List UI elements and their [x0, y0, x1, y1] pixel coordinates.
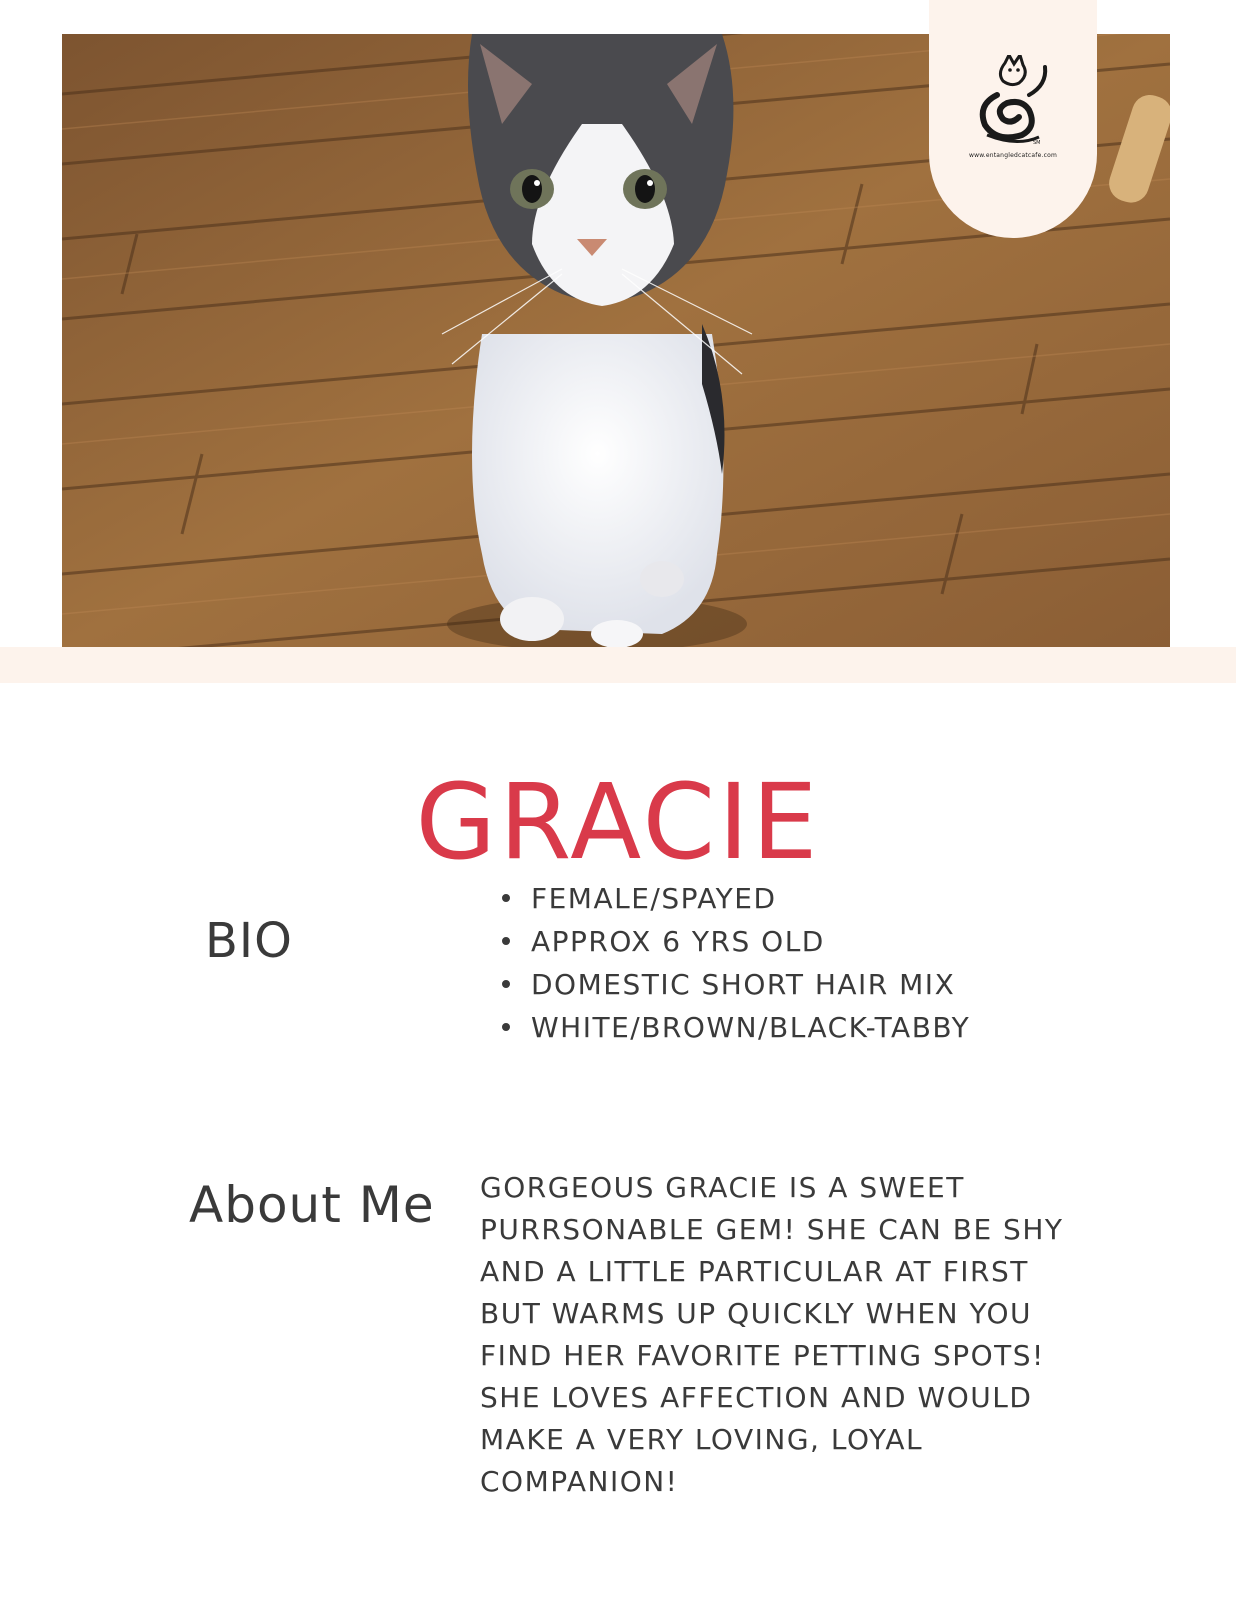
bio-list: [493, 877, 970, 1049]
bio-item: APPROX 6 YRS OLD: [493, 920, 970, 963]
about-me-text: GORGEOUS GRACIE IS A SWEET PURRSONABLE GEM! SHE CAN BE SHY AND A LITTLE PARTICULAR AT FIRST BUT WARMS UP QUICKLY WHEN YOU FIND HER FAVORITE PETTING SPOTS! SHE LOVES AFFECTION AND WOULD MAKE A VERY LOVING, LOYAL COMPANION!: [480, 1171, 1064, 1498]
cat-name: GRACIE: [415, 760, 821, 883]
bio-item: WHITE/BROWN/BLACK-TABBY: [493, 1006, 970, 1049]
bio-item: FEMALE/SPAYED: [493, 877, 970, 920]
logo-url-text: www.entangledcatcafe.com: [968, 152, 1057, 159]
bio-item: DOMESTIC SHORT HAIR MIX: [493, 963, 970, 1006]
logo-tab: [929, 0, 1097, 238]
service-mark: SM: [1033, 140, 1041, 146]
bio-label: BIO: [205, 913, 293, 969]
about-me-label: About Me: [189, 1176, 435, 1234]
cream-band: [0, 647, 1236, 683]
cat-logo-icon: [967, 55, 1057, 150]
